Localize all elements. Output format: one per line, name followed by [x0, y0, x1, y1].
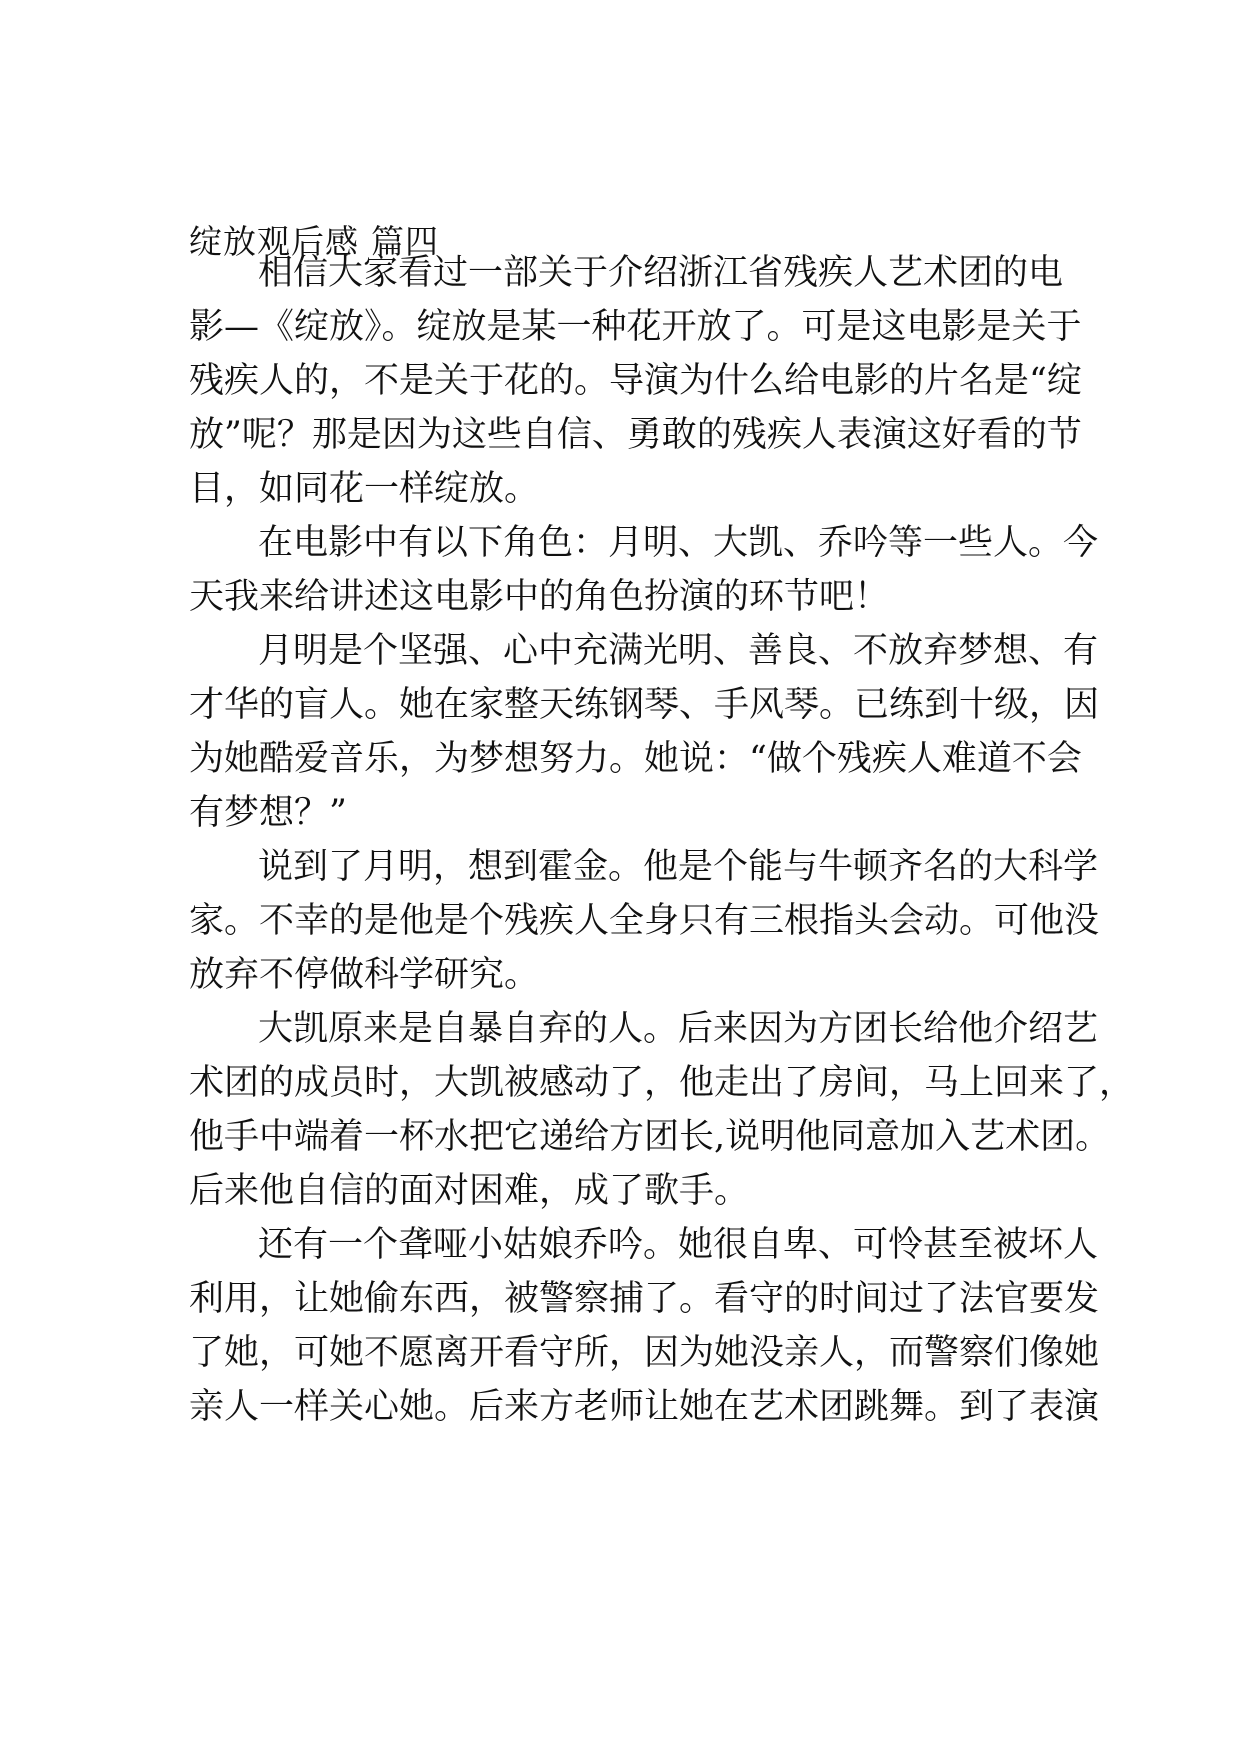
document-subtitle: 篇四 [371, 222, 439, 261]
text-line: 后来他自信的面对困难，成了歌手。 [189, 1171, 750, 1211]
text-line: 在电影中有以下角色：月明、大凯、乔吟等一些人。今 [258, 523, 1099, 563]
text-line: 利用，让她偷东西，被警察捕了。看守的时间过了法官要发 [189, 1279, 1100, 1319]
text-line: 目，如同花一样绽放。 [189, 469, 540, 509]
text-line: 影—《绽放》。绽放是某一种花开放了。可是这电影是关于 [189, 307, 1082, 347]
text-line: 为她酷爱音乐，为梦想努力。她说：“做个残疾人难道不会 [189, 739, 1082, 779]
text-line: 说到了月明，想到霍金。他是个能与牛顿齐名的大科学 [258, 847, 1099, 887]
document-title: 绽放观后感 [189, 222, 359, 261]
text-line: 有梦想？” [189, 793, 347, 833]
text-line: 放弃不停做科学研究。 [189, 955, 540, 995]
text-line: 天我来给讲述这电影中的角色扮演的环节吧！ [189, 577, 890, 617]
text-line: 还有一个聋哑小姑娘乔吟。她很自卑、可怜甚至被坏人 [258, 1225, 1099, 1265]
text-line: 术团的成员时，大凯被感动了，他走出了房间，马上回来了， [189, 1063, 1135, 1103]
text-line: 才华的盲人。她在家整天练钢琴、手风琴。已练到十级，因 [189, 685, 1100, 725]
text-line: 月明是个坚强、心中充满光明、善良、不放弃梦想、有 [258, 631, 1099, 671]
text-line: 他手中端着一杯水把它递给方团长,说明他同意加入艺术团。 [189, 1117, 1111, 1157]
text-line: 残疾人的，不是关于花的。导演为什么给电影的片名是“绽 [189, 361, 1082, 401]
text-line: 大凯原来是自暴自弃的人。后来因为方团长给他介绍艺 [258, 1009, 1099, 1049]
text-line: 家。不幸的是他是个残疾人全身只有三根指头会动。可他没 [189, 901, 1100, 941]
text-line: 了她，可她不愿离开看守所，因为她没亲人，而警察们像她 [189, 1333, 1100, 1373]
text-line: 放”呢？那是因为这些自信、勇敢的残疾人表演这好看的节 [189, 415, 1082, 455]
text-line: 亲人一样关心她。后来方老师让她在艺术团跳舞。到了表演 [189, 1387, 1100, 1427]
text-line: 相信大家看过一部关于介绍浙江省残疾人艺术团的电 [258, 253, 1064, 293]
